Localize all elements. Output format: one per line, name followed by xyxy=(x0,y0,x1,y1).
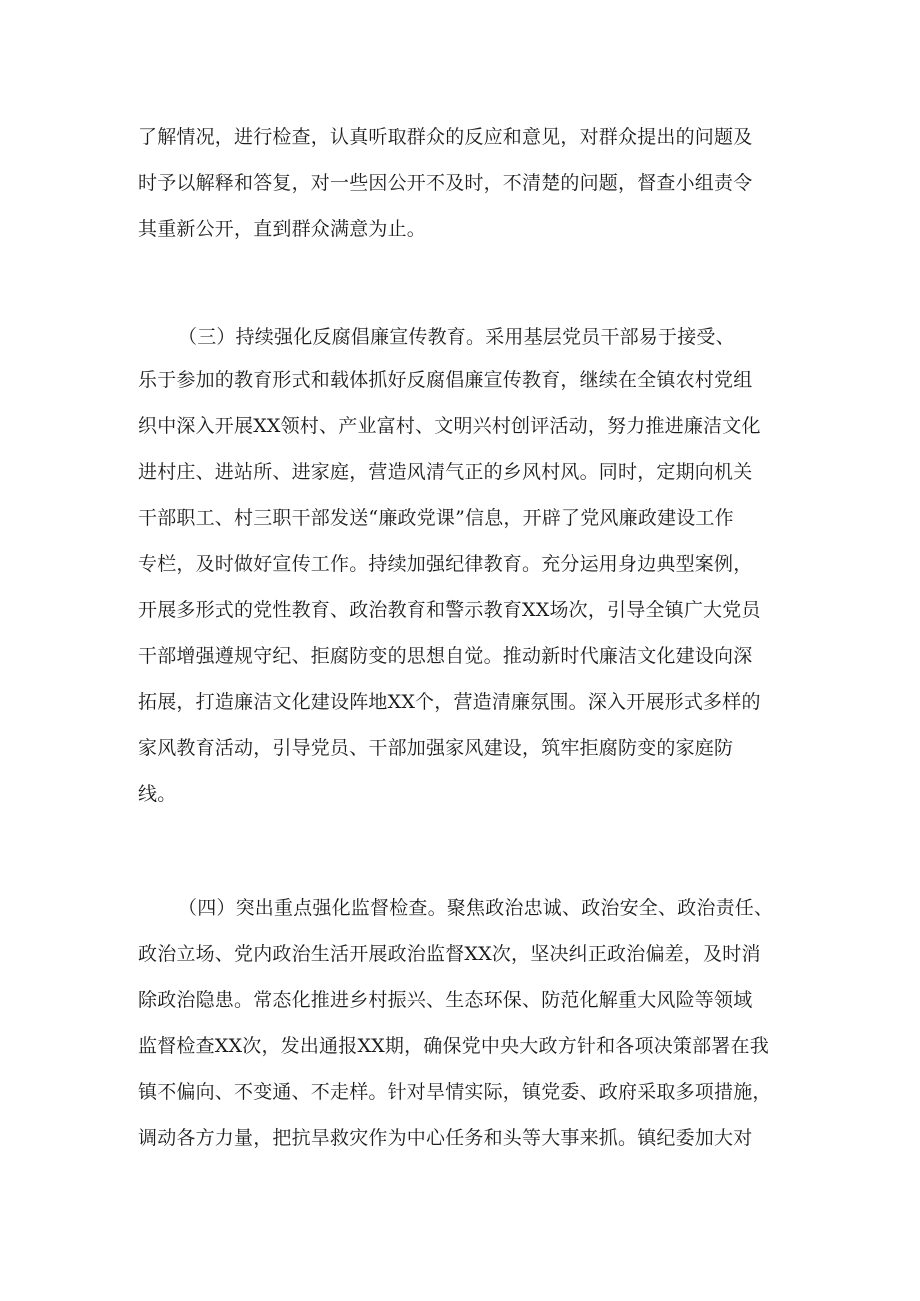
text-line: 监督检查XX次，发出通报XX期，确保党中央大政方针和各项决策部署在我 xyxy=(138,1035,769,1057)
section-heading-line: （三）持续强化反腐倡廉宣传教育。采用基层党员干部易于接受、 xyxy=(178,326,735,348)
text-line: 干部职工、村三职干部发送“廉政党课”信息，开辟了党风廉政建设工作 xyxy=(138,507,734,529)
text-line: 除政治隐患。常态化推进乡村振兴、生态环保、防范化解重大风险等领域 xyxy=(138,989,753,1011)
text-line: 了解情况，进行检查，认真听取群众的反应和意见，对群众提出的问题及 xyxy=(138,126,753,148)
text-line: 织中深入开展XX领村、产业富村、文明兴村创评活动，努力推进廉洁文化 xyxy=(138,415,761,437)
text-line: 拓展，打造廉洁文化建设阵地XX个，营造清廉氛围。深入开展形式多样的 xyxy=(138,691,761,713)
text-line: 线。 xyxy=(138,783,177,805)
text-line: 乐于参加的教育形式和载体抓好反腐倡廉宣传教育，继续在全镇农村党组 xyxy=(138,369,753,391)
text-line: 政治立场、党内政治生活开展政治监督XX次，坚决纠正政治偏差，及时消 xyxy=(138,943,761,965)
text-line: 专栏，及时做好宣传工作。持续加强纪律教育。充分运用身边典型案例， xyxy=(138,553,753,575)
text-line: 其重新公开，直到群众满意为止。 xyxy=(138,218,427,240)
text-line: 家风教育活动，引导党员、干部加强家风建设，筑牢拒腐防变的家庭防 xyxy=(138,737,734,759)
text-line: 时予以解释和答复，对一些因公开不及时，不清楚的问题，督查小组责令 xyxy=(138,172,753,194)
text-line: 干部增强遵规守纪、拒腐防变的思想自觉。推动新时代廉洁文化建设向深 xyxy=(138,645,753,667)
text-line: 镇不偏向、不变通、不走样。针对旱情实际，镇党委、政府采取多项措施， xyxy=(138,1081,772,1103)
text-line: 进村庄、进站所、进家庭，营造风清气正的乡风村风。同时，定期向机关 xyxy=(138,461,753,483)
text-line: 开展多形式的党性教育、政治教育和警示教育XX场次，引导全镇广大党员 xyxy=(138,599,761,621)
text-line: 调动各方力量，把抗旱救灾作为中心任务和头等大事来抓。镇纪委加大对 xyxy=(138,1127,753,1149)
section-heading-line: （四）突出重点强化监督检查。聚焦政治忠诚、政治安全、政治责任、 xyxy=(178,897,774,919)
